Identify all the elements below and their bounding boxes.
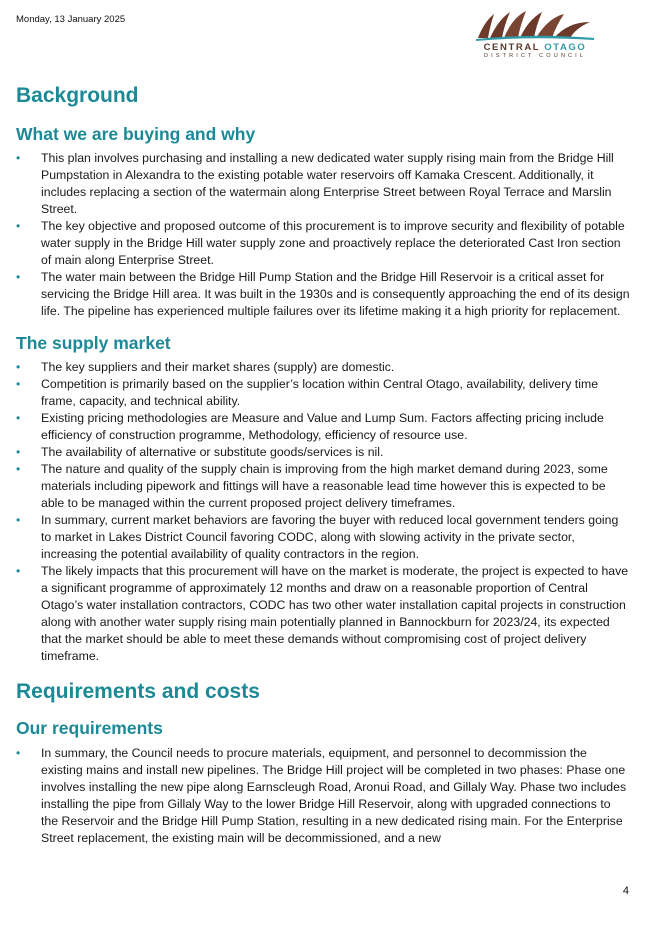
bullet-icon: • — [16, 564, 21, 578]
list-item — [16, 359, 631, 376]
header-date: Monday, 13 January 2025 — [16, 14, 126, 25]
list-item-text: In summary, the Council needs to procure materials, equipment, and personnel to decommission the existing mains and install new pipelines. The Bridge Hill project will be completed in two phases: Phase one involves installing the new pipe along Earnscleugh Road, Aronui Road, and Gillaly Way. Phase two includes installing the pipe from Gillaly Way to the lower Bridge Hill Reservoir, along with upgraded connections to the Reservoir and the Bridge Hill Pump Station, resulting in a new dedicated rising main. For the Enterprise Street replacement, the existing main will be decommissioned, and a new — [41, 746, 627, 845]
list-item — [16, 461, 631, 512]
bullet-icon: • — [16, 377, 21, 391]
list-item — [16, 563, 631, 665]
heading-buying: What we are buying and why — [16, 124, 256, 144]
bullet-icon: • — [16, 411, 21, 425]
list-item — [16, 444, 631, 461]
page-content — [16, 80, 631, 847]
list-item — [16, 269, 631, 320]
list-item — [16, 218, 631, 269]
council-logo — [472, 8, 598, 60]
supply-list — [16, 359, 631, 665]
page-number: 4 — [622, 885, 629, 897]
list-item-text: In summary, current market behaviors are favoring the buyer with reduced local government tenders going to market in Lakes District Council favoring CODC, along with slowing activity in the private sector, increasing the potential availability of quality contractors in the region. — [41, 513, 619, 561]
list-item-text: This plan involves purchasing and installing a new dedicated water supply rising main from the Bridge Hill Pumpstation in Alexandra to the existing potable water reservoirs off Kamaka Crescent. Additionally, it includes replacing a section of the watermain along Enterprise Street between Royal Terrace and Marslin Street. — [41, 151, 614, 216]
mountain-ranges-logo-icon — [472, 8, 598, 42]
list-item-text: The likely impacts that this procurement will have on the market is moderate, the project is expected to have a significant programme of approximately 12 months and draw on a reasonable proportion of Central Otago’s water installation contractors, CODC has two other water installation capital projects in construction along with another water supply rising main potentially planned in Bannockburn for 2023/24, its expected that the market should be able to meet these demands without compromising cost of project delivery timeframe. — [41, 564, 629, 663]
list-item-text: The key suppliers and their market shares (supply) are domestic. — [41, 360, 395, 374]
bullet-icon: • — [16, 746, 21, 760]
logo-subtitle: DISTRICT COUNCIL — [483, 53, 587, 59]
list-item-text: The key objective and proposed outcome of this procurement is to improve security and flexibility of potable water supply in the Bridge Hill water supply zone and proactively replace the deteriorated Cast Iron section of main along Enterprise Street. — [41, 219, 625, 267]
bullet-icon: • — [16, 270, 21, 284]
logo-word-central: CENTRAL — [483, 42, 541, 53]
bullet-icon: • — [16, 151, 21, 165]
bullet-icon: • — [16, 462, 21, 476]
heading-supply-market: The supply market — [16, 333, 171, 353]
buying-list — [16, 150, 631, 320]
list-item — [16, 410, 631, 444]
heading-background: Background — [16, 84, 139, 107]
list-item-text: Competition is primarily based on the supplier’s location within Central Otago, availability, delivery time frame, capacity, and technical ability. — [41, 377, 599, 408]
list-item-text: The availability of alternative or substitute goods/services is nil. — [41, 445, 384, 459]
list-item-text: The nature and quality of the supply chain is improving from the high market demand during 2023, some materials including pipework and fittings will have a reasonable lead time however this is expected to be able to be managed within the current proposed project delivery timeframes. — [41, 462, 608, 510]
bullet-icon: • — [16, 360, 21, 374]
list-item — [16, 150, 631, 218]
requirements-list — [16, 745, 631, 847]
list-item — [16, 745, 631, 847]
bullet-icon: • — [16, 219, 21, 233]
list-item-text: Existing pricing methodologies are Measure and Value and Lump Sum. Factors affecting pricing include efficiency of construction programme, Methodology, efficiency of resource use. — [41, 411, 604, 442]
heading-our-requirements: Our requirements — [16, 718, 163, 738]
logo-word-otago: OTAGO — [544, 42, 587, 53]
logo-title — [472, 42, 598, 53]
bullet-icon: • — [16, 513, 21, 527]
heading-requirements-costs: Requirements and costs — [16, 680, 260, 703]
list-item — [16, 376, 631, 410]
list-item — [16, 512, 631, 563]
bullet-icon: • — [16, 445, 21, 459]
list-item-text: The water main between the Bridge Hill Pump Station and the Bridge Hill Reservoir is a critical asset for servicing the Bridge Hill area. It was built in the 1930s and is consequently approaching the end of its design life. The pipeline has experienced multiple failures over its lifetime making it a high priority for replacement. — [41, 270, 630, 318]
